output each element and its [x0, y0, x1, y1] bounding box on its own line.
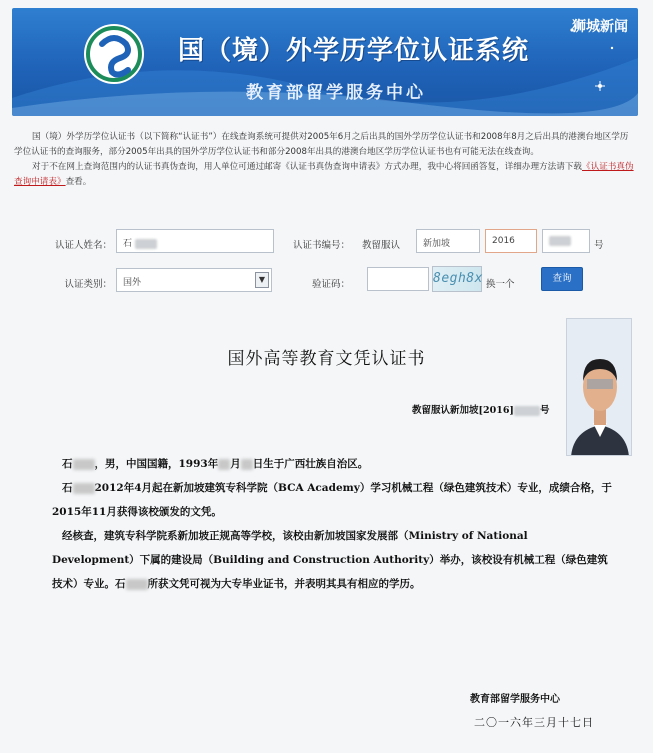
- holder-info-birthplace: 日生于广西壮族自治区。: [252, 458, 369, 470]
- person-photo-icon: [567, 319, 632, 456]
- country-input[interactable]: [416, 229, 480, 253]
- captcha-input[interactable]: [367, 267, 429, 291]
- notice-text: [14, 130, 636, 190]
- chevron-down-icon[interactable]: ▼: [255, 272, 269, 288]
- type-select[interactable]: [116, 268, 272, 292]
- year-input[interactable]: [485, 229, 537, 253]
- cert-number-label: 认证书编号：: [292, 240, 350, 251]
- certificate-number: [412, 402, 549, 416]
- cert-number-suffix: 号: [594, 240, 604, 251]
- name-input[interactable]: [116, 229, 274, 253]
- certificate-paragraph-3: [52, 524, 612, 596]
- source-watermark: 狮城新闻: [572, 19, 628, 35]
- certificate-paragraph-2: [52, 476, 612, 524]
- holder-surname: 石: [62, 458, 73, 470]
- verification-conclusion: 所获文凭可视为大专毕业证书，并表明其具有相应的学历。: [147, 578, 421, 590]
- certificate-number-prefix: 教留服认新加坡[2016]: [412, 405, 514, 416]
- application-form-link[interactable]: 《认证书真伪查询申请表》: [14, 162, 634, 187]
- name-label: 认证人姓名：: [54, 240, 112, 251]
- issue-date: 二〇一六年三月十七日: [474, 716, 594, 729]
- redacted-mark: [549, 236, 571, 246]
- holder-surname: 石: [62, 482, 73, 494]
- notice-paragraph-2: [14, 160, 636, 190]
- certificate-body: [52, 452, 612, 596]
- captcha-image: 8egh8x: [432, 266, 482, 292]
- system-logo-icon: [82, 22, 146, 86]
- type-select-value: 国外: [123, 278, 142, 288]
- cert-number-prefix: 教留服认: [362, 240, 401, 251]
- country-input-value: 新加坡: [423, 239, 451, 249]
- query-button[interactable]: 查询: [541, 267, 583, 291]
- notice-paragraph-1: 国（境）外学历学位认证书（以下简称“认证书”）在线查询系统可提供对2005年6月之后出具的国外学历学位认证书和2008年8月之后出具的港澳台地区学历学位认证书的查询服务，部分2005年出具的国外学历学位认证书和部分2008年出具的港澳台地区学历学位认证书也有可能无法在线查询。: [14, 132, 629, 157]
- certificate-paragraph-1: [52, 452, 612, 476]
- redacted-mark: [514, 406, 540, 416]
- header-banner: [12, 8, 638, 116]
- certificate-title: 国外高等教育文凭认证书: [227, 349, 426, 369]
- holder-info: ，男，中国国籍，1993年: [94, 458, 219, 470]
- issuer-name: 教育部留学服务中心: [470, 694, 560, 705]
- certificate-number-suffix: 号: [539, 405, 550, 416]
- year-input-value: 2016: [492, 236, 515, 246]
- notice-paragraph-2-end: 查看。: [65, 177, 92, 187]
- redacted-mark: [126, 579, 148, 590]
- refresh-captcha-link[interactable]: 换一个: [486, 279, 515, 290]
- holder-surname: 石: [115, 578, 126, 590]
- name-input-value: 石: [123, 239, 133, 249]
- notice-paragraph-2-text: 对于不在网上查询范围内的认证书真伪查询，用人单位可通过邮寄《认证书真伪查询申请表》方式办理，我中心将回函答复，详细办理方法请下载: [32, 162, 583, 172]
- redacted-mark: [73, 483, 95, 494]
- system-subtitle: 教育部留学服务中心: [246, 83, 426, 103]
- redacted-mark: [135, 239, 157, 249]
- redacted-mark: [73, 459, 95, 470]
- study-details: 2012年4月起在新加坡建筑专科学院（BCA Academy）学习机械工程（绿色建筑技术）专业，成绩合格，于2015年11月获得该校颁发的文凭。: [52, 482, 612, 518]
- verification-details: 经核查，建筑专科学院系新加坡正规高等学校，该校由新加坡国家发展部（Ministry of National Development）下属的建设局（Building and Construction Authority）举办，该校设有机械工程（绿色建筑技术）专业。: [52, 530, 608, 590]
- redacted-mark: [218, 459, 230, 470]
- applicant-photo: [566, 318, 632, 456]
- type-label: 认证类别：: [64, 279, 112, 290]
- redacted-mark: [241, 459, 253, 470]
- system-title: 国（境）外学历学位认证系统: [178, 36, 530, 66]
- holder-info-month: 月: [230, 458, 241, 470]
- serial-input[interactable]: [542, 229, 590, 253]
- captcha-label: 验证码：: [311, 279, 350, 290]
